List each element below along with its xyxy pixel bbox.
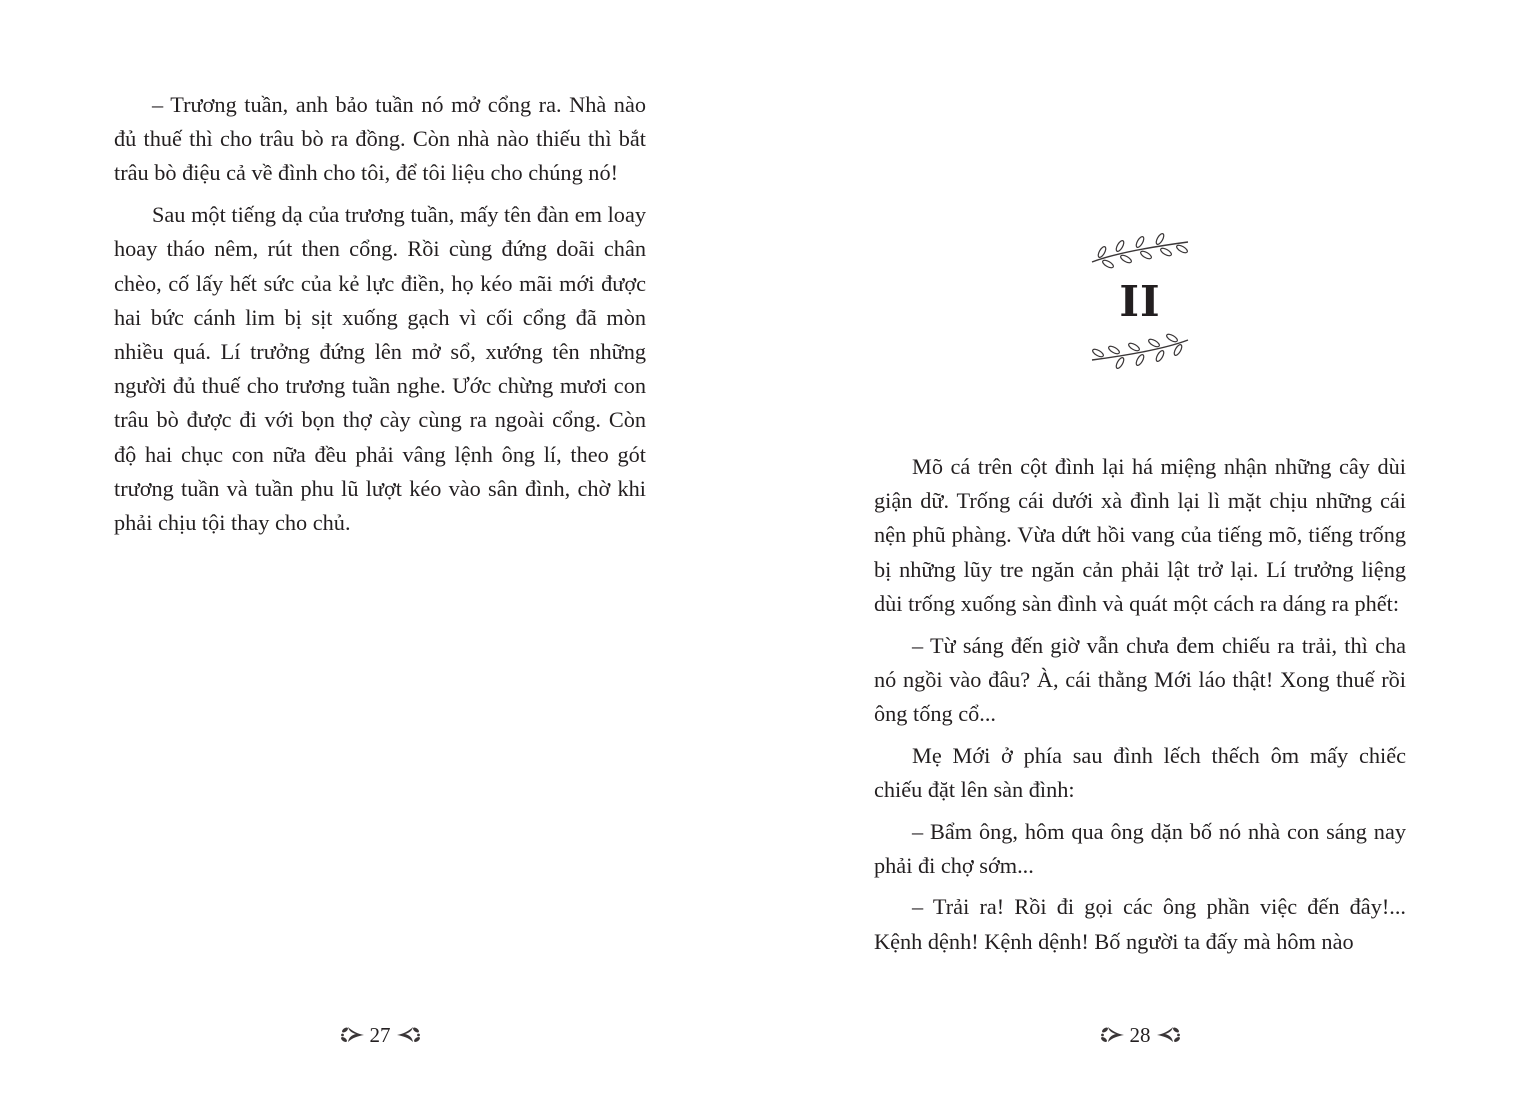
leaf-vine-icon [1088,232,1192,272]
floral-flourish-icon [1100,1025,1126,1045]
paragraph: Mẹ Mới ở phía sau đình lếch thếch ôm mấy chiếc chiếu đặt lên sàn đình: [874,742,1406,802]
page-number: 27 [369,1023,391,1047]
paragraph: – Bẩm ông, hôm qua ông dặn bố nó nhà con sáng nay phải đi chợ sớm... [874,818,1406,878]
right-page-body [874,450,1406,959]
chapter-heading [1040,232,1240,372]
left-page-body [114,88,646,540]
floral-flourish-icon [1155,1025,1181,1045]
paragraph: Sau một tiếng dạ của trương tuần, mấy tên đàn em loay hoay tháo nêm, rút then cổng. Rồi cùng đứng doãi chân chèo, cố lấy hết sức của kẻ lực điền, họ kéo mãi mới được hai bức cánh lim bị sịt xuống gạch vì cối cổng đã mòn nhiều quá. Lí trưởng đứng lên mở sổ, xướng tên những người đủ thuế cho trương tuần nghe. Ước chừng mươi con trâu bò được đi với bọn thợ cày cùng ra ngoài cổng. Còn độ hai chục con nữa đều phải vâng lệnh ông lí, theo gót trương tuần và tuần phu lũ lượt kéo vào sân đình, chờ khi phải chịu tội thay cho chủ. [114,202,646,535]
chapter-number: II [1119,277,1161,326]
leaf-vine-icon [1088,330,1192,370]
floral-flourish-icon [340,1025,366,1045]
paragraph: Mõ cá trên cột đình lại há miệng nhận những cây dùi giận dữ. Trống cái dưới xà đình lại lì mặt chịu những cái nện phũ phàng. Vừa dứt hồi vang của tiếng mõ, tiếng trống bị những lũy tre ngăn cản phải lật trở lại. Lí trưởng liệng dùi trống xuống sàn đình và quát một cách ra dáng ra phết: [874,454,1406,616]
folio-right [1090,1020,1190,1050]
floral-flourish-icon [395,1025,421,1045]
paragraph: – Từ sáng đến giờ vẫn chưa đem chiếu ra trải, thì cha nó ngồi vào đâu? À, cái thằng Mới láo thật! Xong thuế rồi ông tống cổ... [874,632,1406,726]
paragraph: – Trương tuần, anh bảo tuần nó mở cổng ra. Nhà nào đủ thuế thì cho trâu bò ra đồng. Còn nhà nào thiếu thì bắt trâu bò điệu cả về đình cho tôi, để tôi liệu cho chúng nó! [114,92,646,186]
paragraph: – Trải ra! Rồi đi gọi các ông phần việc đến đây!... Kệnh dệnh! Kệnh dệnh! Bố người ta đấy mà hôm nào [874,894,1406,954]
page-number: 28 [1129,1023,1151,1047]
folio-left [330,1020,430,1050]
